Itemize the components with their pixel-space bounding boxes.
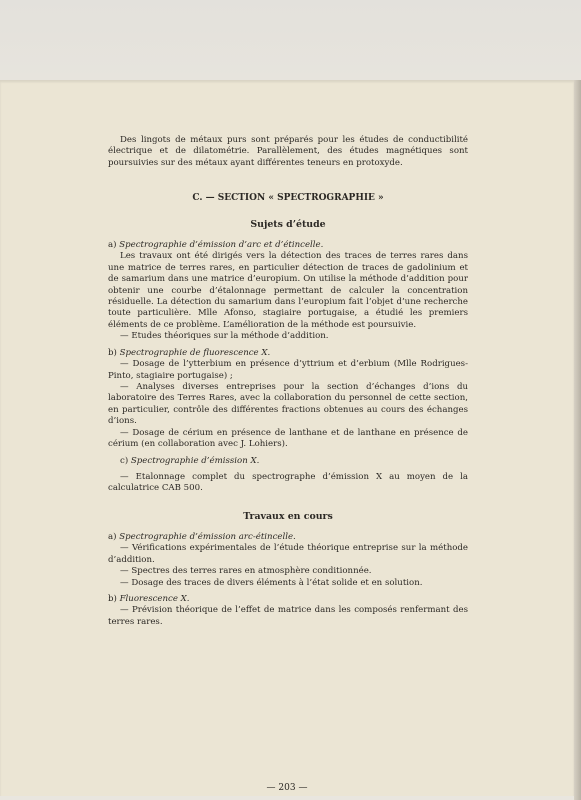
paragraph: — Prévision théorique de l’effet de matrice dans les composés renfermant des terres rares.	[108, 605, 468, 627]
item-title: Spectrographie d’émission X.	[130, 456, 260, 467]
paragraph: Les travaux ont été dirigés vers la détection des traces de terres rares dans une matrice de terres rares, en particulier détection de traces de gadolinium et de samarium dans une matrice d’europium. On utilise la méthode d’addition pour obtenir une courbe d’étalonnage permettant de calculer la concentration résiduelle. La détection du samarium dans l’europium fait l’objet d’une recherche toute particulière. Mlle Afonso, stagiaire portugaise, a étudié les premiers éléments de ce problème. L’amélioration de la méthode est poursuivie.	[108, 251, 468, 330]
page-edge	[574, 80, 581, 800]
item-label: b)	[108, 347, 117, 358]
item-heading	[108, 348, 468, 359]
item-heading	[108, 532, 468, 543]
paragraph: — Analyses diverses entreprises pour la section d’échanges d’ions du laboratoire des Terres Rares, avec la collaboration du personnel de cette section, en particulier, contrôle des différentes fractions obtenues au cours des échanges d’ions.	[108, 381, 468, 427]
item-title: Spectrographie de fluorescence X.	[119, 347, 271, 358]
item-title: Spectrographie d’émission arc-étincelle.	[119, 531, 296, 542]
item-heading	[108, 594, 468, 605]
sujets-heading: Sujets d’étude	[250, 218, 326, 230]
document-body	[108, 135, 468, 628]
scan-background	[0, 0, 581, 80]
item-title: Spectrographie d’émission d’arc et d’étincelle.	[119, 240, 324, 251]
sujets-item-b	[108, 348, 468, 451]
item-label: a)	[108, 531, 117, 542]
paragraph: — Dosage de cérium en présence de lanthane et de lanthane en présence de cérium (en collaboration avec J. Lohiers).	[108, 427, 468, 449]
paragraph: — Etudes théoriques sur la méthode d’addition.	[120, 331, 329, 342]
paragraph: — Dosage de l’ytterbium en présence d’yttrium et d’erbium (Mlle Rodrigues-Pinto, stagiaire portugaise) ;	[108, 359, 468, 381]
section-title: C. — SECTION « SPECTROGRAPHIE »	[192, 193, 384, 204]
sujets-item-c	[120, 456, 468, 467]
travaux-item-b	[108, 594, 468, 628]
item-label: c)	[120, 456, 129, 467]
paragraph: — Spectres des terres rares en atmosphère conditionnée.	[120, 566, 372, 577]
intro-paragraph: Des lingots de métaux purs sont préparés pour les études de conductibilité électrique et de dilatométrie. Parallèlement, des études magnétiques sont poursuivies sur des métaux ayant différentes teneurs en protoxyde.	[108, 135, 468, 168]
page-number: — 203 —	[266, 783, 308, 793]
paragraph: — Vérifications expérimentales de l’étude théorique entreprise sur la méthode d’addition.	[108, 543, 468, 565]
travaux-heading: Travaux en cours	[243, 510, 333, 522]
item-label: a)	[108, 240, 117, 251]
item-heading	[108, 240, 468, 251]
paragraph: — Dosage des traces de divers éléments à l’état solide et en solution.	[120, 577, 423, 588]
item-title: Fluorescence X.	[119, 594, 190, 604]
item-heading	[120, 456, 468, 467]
item-label: b)	[108, 594, 117, 604]
paragraph: — Etalonnage complet du spectrographe d’émission X au moyen de la calculatrice CAB 500.	[108, 471, 468, 494]
sujets-item-a	[108, 240, 468, 343]
travaux-item-a	[108, 532, 468, 589]
